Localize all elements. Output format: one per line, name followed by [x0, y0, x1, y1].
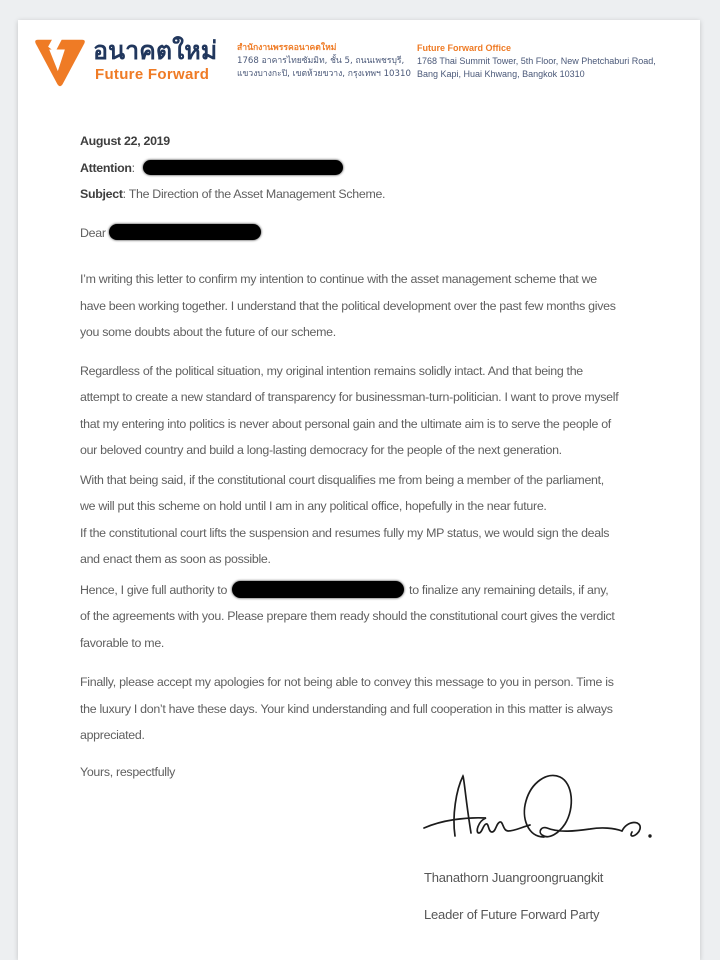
paragraph-2: Regardless of the political situation, my original intention remains solidly intact. And that being the attempt to create a new standard of transparency for businessman-turn-politician. I want to prove myself that my entering into politics is never about personal gain and the ultimate aim is to serve the people of our beloved country and build a long-lasting democracy for the people of the next generation.	[80, 363, 619, 457]
subject-label: Subject	[80, 187, 123, 201]
salutation-text: Dear	[80, 225, 106, 240]
logo-english-name: Future Forward	[95, 66, 210, 83]
subject-line	[80, 181, 665, 208]
english-office-address	[417, 42, 687, 81]
party-triangle-icon	[33, 38, 87, 88]
salutation-line	[80, 220, 665, 247]
authority-suffix: to finalize any remaining details, if any,	[409, 582, 609, 597]
redaction-bar-recipient	[109, 224, 261, 240]
thai-office-lines: 1768 อาคารไทยซัมมิท, ชั้น 5, ถนนเพชรบุรี, แขวงบางกะปิ, เขตห้วยขวาง, กรุงเทพฯ 10310	[237, 56, 411, 79]
signer-name: Thanathorn Juangroongruangkit	[424, 870, 604, 885]
closing-text: Yours, respectfully	[80, 764, 176, 779]
logo-wordmark	[93, 36, 217, 84]
paragraph-4-line-1	[80, 577, 665, 604]
letter-body	[80, 128, 665, 785]
redaction-bar-attention	[143, 160, 343, 175]
subject-text: : The Direction of the Asset Management Scheme.	[122, 187, 386, 201]
paragraph-4	[80, 577, 665, 657]
future-forward-logo	[33, 36, 217, 88]
authority-prefix: Hence, I give full authority to	[80, 582, 228, 597]
letter-page	[18, 20, 700, 960]
attention-colon: :	[131, 160, 135, 175]
handwritten-signature	[418, 770, 658, 862]
letterhead	[33, 36, 680, 108]
paragraph-3: With that being said, if the constitutional court disqualifies me from being a member of the parliament, we will put this scheme on hold until I am in any political office, hopefully in the near future. If the constitutional court lifts the suspension and resumes fully my MP status, we would sign the deals and enact them as soon as possible.	[80, 472, 610, 566]
logo-thai-name: อนาคตใหม่	[93, 36, 218, 65]
signature-block	[418, 770, 678, 922]
english-office-lines: 1768 Thai Summit Tower, 5th Floor, New Phetchaburi Road, Bang Kapi, Huai Khwang, Bangkok 10310	[417, 56, 656, 79]
redaction-bar-authority	[232, 581, 404, 598]
signer-title: Leader of Future Forward Party	[424, 907, 600, 922]
paragraph-1: I’m writing this letter to confirm my intention to continue with the asset management scheme that we have been working together. I understand that the political development over the past few months gives you some doubts about the future of our scheme.	[80, 272, 616, 339]
paragraph-4-rest: of the agreements with you. Please prepare them ready should the constitutional court gives the verdict favorable to me.	[80, 609, 615, 650]
paragraph-5: Finally, please accept my apologies for not being able to convey this message to you in person. Time is the luxury I don’t have these days. Your kind understanding and full cooperation in this matter is always appreciated.	[80, 675, 614, 742]
thai-office-title: สำนักงานพรรคอนาคตใหม่	[237, 43, 337, 53]
attention-line	[80, 155, 665, 182]
english-office-title: Future Forward Office	[417, 43, 512, 53]
date-text: August 22, 2019	[80, 134, 170, 148]
letter-date	[80, 128, 665, 155]
attention-label: Attention	[80, 160, 132, 175]
thai-office-address	[237, 42, 411, 81]
